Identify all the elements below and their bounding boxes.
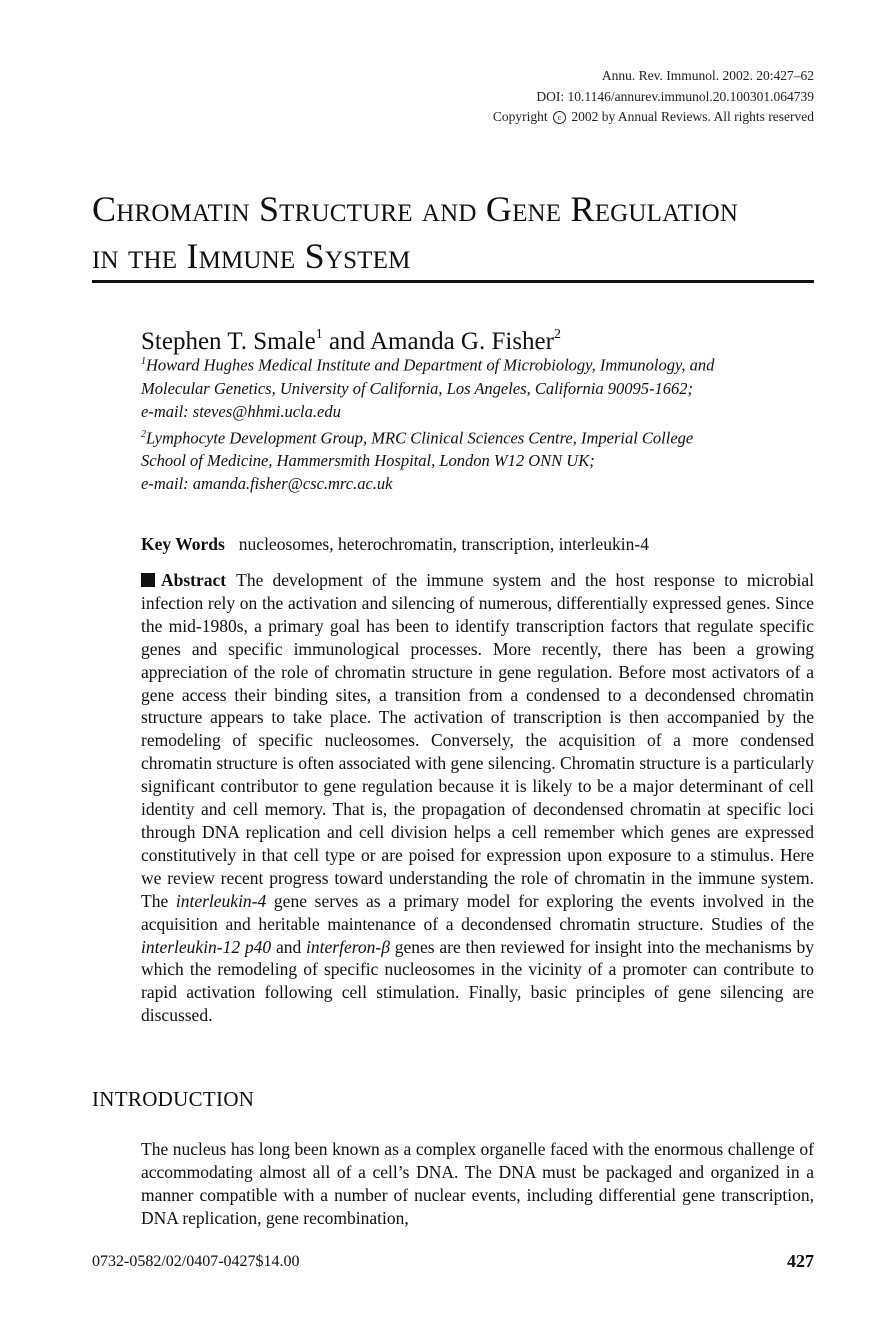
abstract: Abstract The development of the immune system and the host response to microbial infection rely on the activation and silencing of numerous, differentially expressed genes. Since the mid-1980s, a primary goal has been to identify transcription factors that regulate specific genes and specific immunological processes. More recently, there has been a growing appreciation of the role of chromatin structure in gene regulation. Before most activators of a gene access their binding sites, a transition from a condensed to a decondensed chromatin structure appears to take place. The activation of transcription is then accompanied by the remodeling of specific nucleosomes. Conversely, the acquisition of a more condensed chromatin structure is often associated with gene silencing. Chromatin structure is a particularly significant contributor to gene regulation because it is likely to be a major determinant of cell identity and cell memory. That is, the propagation of decondensed chromatin at specific loci through DNA replication and cell division helps a cell remember which genes are expressed constitutively in that cell type or are poised for expression upon exposure to a stimulus. Here we review recent progress toward understanding the role of chromatin in the immune system. The interleukin-4 gene serves as a primary model for exploring the events involved in the acquisition and heritable maintenance of a decondensed chromatin structure. Studies of the interleukin-12 p40 and interferon-β genes are then reviewed for insight into the mechanisms by which the remodeling of specific nucleosomes in the vicinity of a promoter can contribute to rapid activation following cell stimulation. Finally, basic principles of gene silencing are discussed. xyxy=(141,570,814,1026)
abstract-label: Abstract xyxy=(161,570,227,590)
section-heading: INTRODUCTION xyxy=(92,1087,255,1111)
footer-code: 0732-0582/02/0407-0427$14.00 xyxy=(92,1253,300,1270)
affiliation-2-email: e-mail: amanda.fisher@csc.mrc.ac.uk xyxy=(141,474,393,493)
copyright-line: Copyright c 2002 by Annual Reviews. All rights reserved xyxy=(492,109,814,124)
author-2: Amanda G. Fisher xyxy=(369,328,554,355)
square-bullet-icon xyxy=(141,573,155,587)
introduction-text: The nucleus has long been known as a complex organelle faced with the enormous challenge of accommodating almost all of a cell’s DNA. The DNA must be packaged and organized in a manner compatible with a number of nuclear events, including differential gene transcription, DNA replication, gene recombination, xyxy=(141,1139,814,1228)
journal-citation: Annu. Rev. Immunol. 2002. 20:427–62 xyxy=(601,68,814,83)
keywords-text: nucleosomes, heterochromatin, transcription, interleukin-4 xyxy=(238,534,649,554)
copyright-icon: c xyxy=(553,111,566,124)
keywords xyxy=(141,532,649,556)
authors: Stephen T. Smale$^1$ and Amanda G. Fisher$^2$ xyxy=(141,327,561,355)
title-line-1: Chromatin Structure and Gene Regulation xyxy=(92,189,739,229)
affiliations xyxy=(141,350,821,495)
doi: DOI: 10.1146/annurev.immunol.20.100301.064739 xyxy=(536,88,814,104)
affiliation-1-line-1: $^1$Howard Hughes Medical Institute and Department of Microbiology, Immunology, and xyxy=(141,355,715,375)
affiliation-2-line-2: School of Medicine, Hammersmith Hospital, London W12 ONN UK; xyxy=(141,451,595,470)
author-1: Stephen T. Smale xyxy=(141,328,316,355)
affiliation-1-line-2: Molecular Genetics, University of California, Los Angeles, California 90095-1662; xyxy=(141,378,693,398)
journal-header xyxy=(493,66,814,128)
affiliation-1-email: e-mail: steves@hhmi.ucla.edu xyxy=(141,401,341,421)
paper-title xyxy=(92,186,814,280)
page-number: 427 xyxy=(787,1251,814,1271)
affiliation-2-line-1: $^2$Lymphocyte Development Group, MRC Clinical Sciences Centre, Imperial College xyxy=(141,428,694,447)
keywords-label: Key Words xyxy=(141,534,225,554)
title-line-2: in the Immune System xyxy=(92,236,411,276)
title-divider xyxy=(92,280,814,283)
